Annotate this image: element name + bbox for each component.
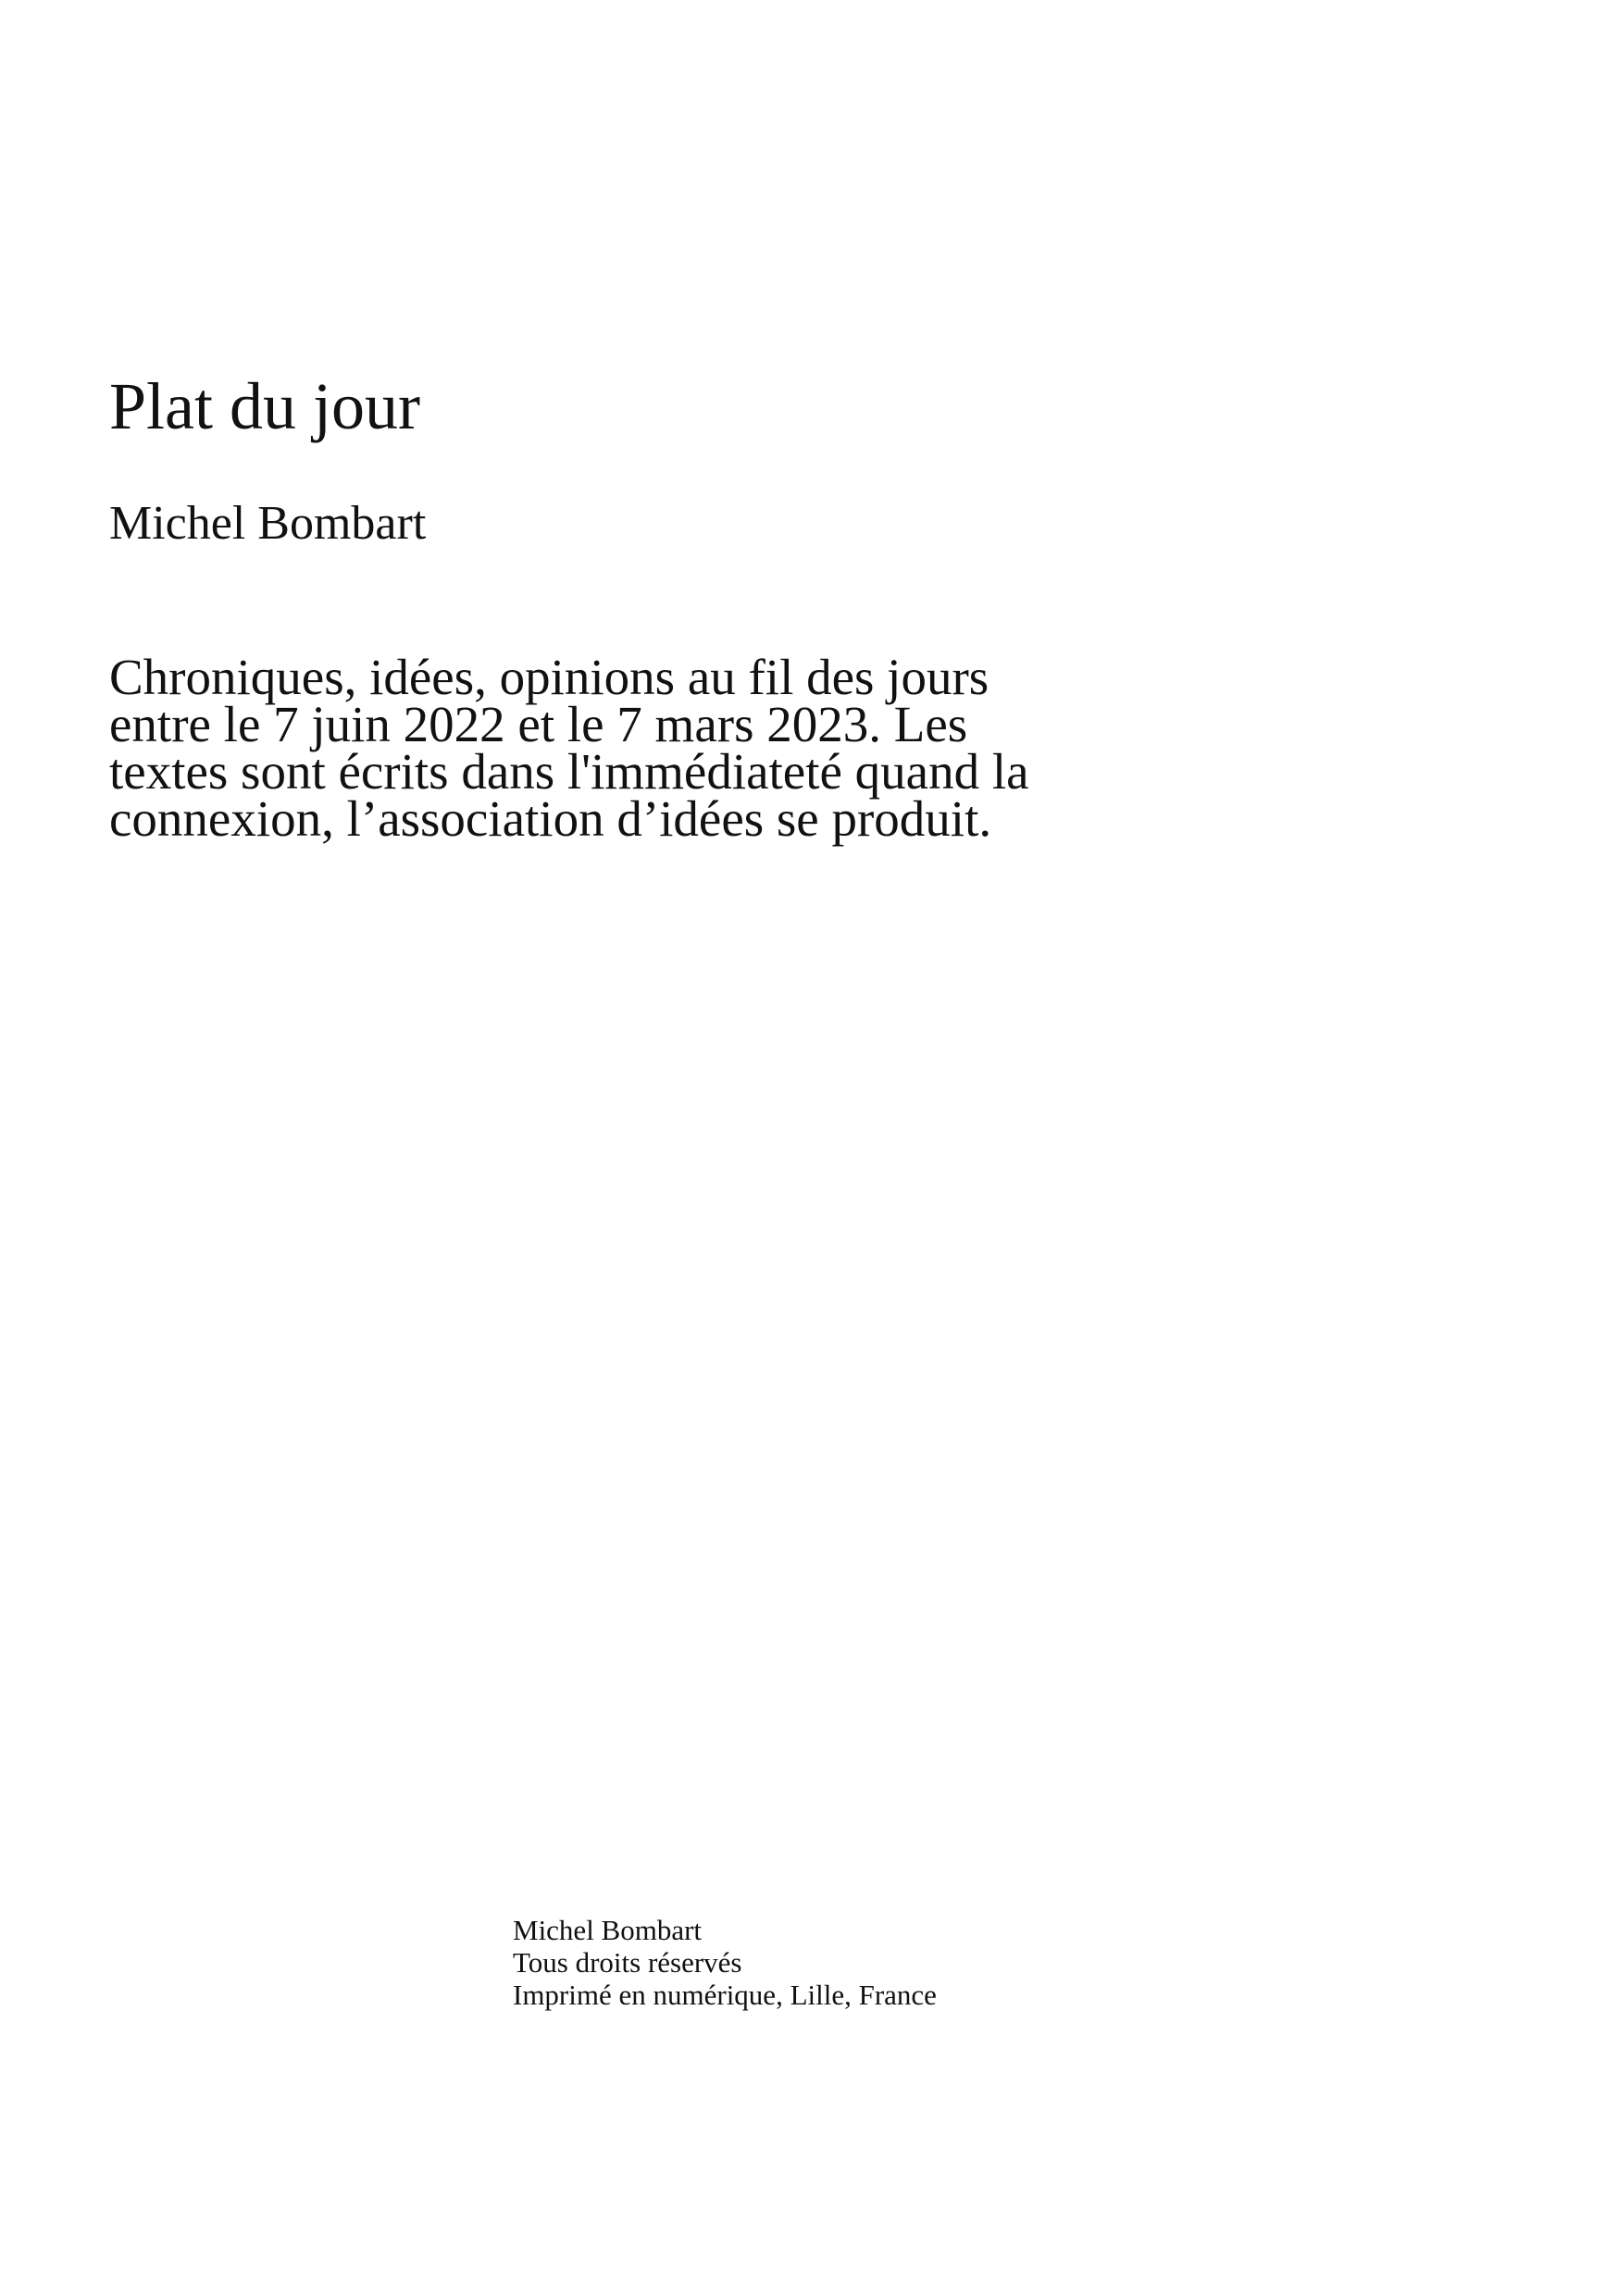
colophon-rights: Tous droits réservés xyxy=(513,1946,742,1979)
summary-line: entre le 7 juin 2022 et le 7 mars 2023. Les xyxy=(109,696,968,752)
colophon xyxy=(513,1914,937,2011)
summary-line: Chroniques, idées, opinions au fil des jours xyxy=(109,649,989,705)
colophon-author: Michel Bombart xyxy=(513,1914,703,1946)
summary-line: connexion, l’association d’idées se produit. xyxy=(109,790,992,847)
summary-line: textes sont écrits dans l'immédiateté quand la xyxy=(109,743,1029,800)
colophon-printing: Imprimé en numérique, Lille, France xyxy=(513,1979,937,2011)
book-author: Michel Bombart xyxy=(109,497,427,550)
book-summary xyxy=(109,649,1257,847)
book-title: Plat du jour xyxy=(109,369,420,443)
